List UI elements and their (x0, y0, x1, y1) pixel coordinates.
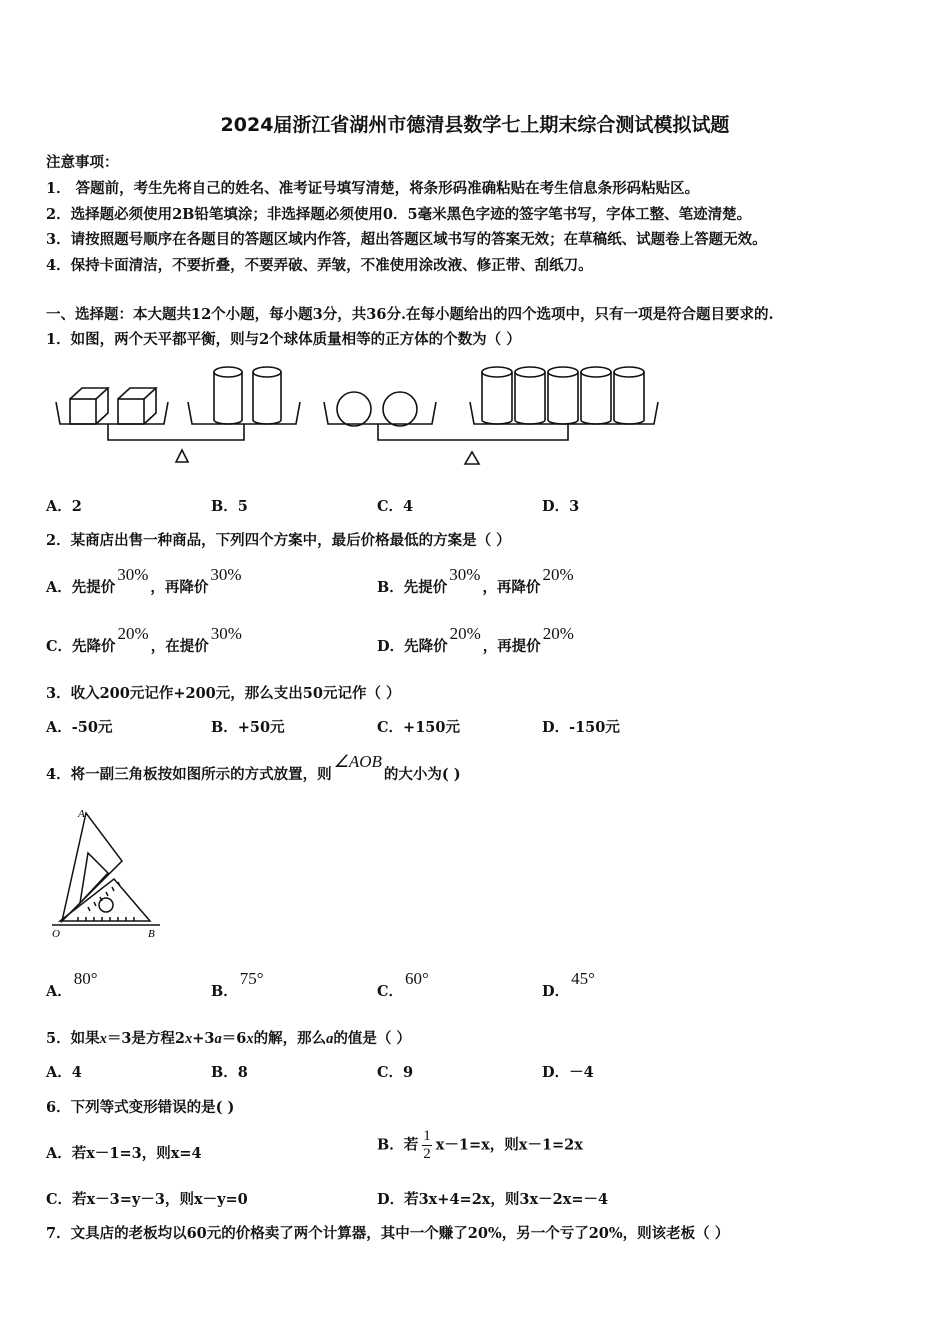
q5-var-x: x (246, 1031, 254, 1047)
q1-option-d[interactable]: D．3 (542, 498, 580, 515)
q4-a-label: A． (46, 983, 72, 1000)
notice-item: 4．保持卡面清洁，不要折叠，不要弄破、弄皱，不准使用涂改液、修正带、刮纸刀。 (46, 257, 593, 274)
figure-label-a: A (78, 808, 85, 820)
q5-text-2: ＝3是方程2 (106, 1030, 186, 1047)
question-7-stem: 7．文具店的老板均以60元的价格卖了两个计算器，其中一个赚了20%，另一个亏了20%，则该老板（ ） (46, 1225, 730, 1242)
q2-option-c[interactable] (46, 624, 244, 656)
q4-option-c[interactable] (377, 969, 431, 1001)
q3-option-a[interactable]: A．-50元 (46, 719, 113, 736)
q2-a-text-1: A．先提价 (46, 579, 116, 596)
q4-c-value: 60° (405, 969, 429, 988)
q5-text-6: 的值是（ ） (333, 1030, 411, 1047)
q1-option-a[interactable]: A．2 (46, 498, 82, 515)
q2-a-value-2: 30% (210, 565, 242, 584)
question-2-stem: 2．某商店出售一种商品，下列四个方案中，最后价格最低的方案是（ ） (46, 532, 511, 549)
q4-b-value: 75° (239, 969, 264, 988)
q5-var-x: x (185, 1031, 193, 1047)
q5-option-d[interactable]: D．－4 (542, 1064, 594, 1081)
q2-a-value-1: 30% (117, 565, 149, 584)
notice-item: 1． 答题前，考生先将自己的姓名、准考证号填写清楚，将条形码准确粘贴在考生信息条形码粘贴区。 (46, 180, 700, 197)
q6-option-c[interactable]: C．若x－3=y－3，则x－y=0 (46, 1191, 248, 1208)
q5-text-3: +3 (192, 1030, 215, 1047)
balance-figure-left (52, 362, 302, 472)
q2-option-a[interactable] (46, 565, 244, 597)
fraction-denominator: 2 (423, 1146, 431, 1162)
q2-b-value-2: 20% (542, 565, 574, 584)
page-title: 2024届浙江省湖州市德清县数学七上期末综合测试模拟试题 (220, 114, 730, 136)
q2-c-value-2: 30% (210, 624, 242, 643)
triangle-rulers-figure (50, 805, 170, 940)
q5-var-a: a (214, 1031, 222, 1047)
q6-b-text-2: x－1=x，则x－1=2x (435, 1136, 583, 1154)
question-1-stem: 1．如图，两个天平都平衡，则与2个球体质量相等的正方体的个数为（ ） (46, 331, 521, 348)
balance-figure-right (322, 362, 662, 472)
question-4-stem (46, 752, 461, 784)
q5-option-a[interactable]: A．4 (46, 1064, 82, 1081)
q5-text-5: 的解，那么 (253, 1030, 327, 1047)
q4-option-d[interactable] (542, 969, 597, 1001)
q3-option-b[interactable]: B．+50元 (211, 719, 285, 736)
q2-d-text-2: ，再提价 (482, 638, 541, 655)
question-6-stem: 6．下列等式变形错误的是( ) (46, 1099, 235, 1116)
q4-stem-text-2: 的大小为( ) (383, 766, 461, 783)
q2-option-d[interactable] (377, 624, 576, 656)
q5-option-b[interactable]: B．8 (211, 1064, 248, 1081)
q4-option-b[interactable] (211, 969, 266, 1001)
q3-option-c[interactable]: C．+150元 (377, 719, 460, 736)
q2-a-text-2: ，再降价 (150, 579, 209, 596)
q4-angle-symbol: ∠AOB (333, 752, 382, 771)
q2-b-value-1: 30% (449, 565, 481, 584)
notice-item: 3．请按照题号顺序在各题目的答题区域内作答，超出答题区域书写的答案无效；在草稿纸、试题卷上答题无效。 (46, 231, 767, 248)
q6-option-d[interactable]: D．若3x+4=2x，则3x－2x=－4 (377, 1191, 609, 1208)
q6-b-fraction (422, 1128, 432, 1163)
q5-var-a: a (326, 1031, 334, 1047)
q2-b-text-2: ，再降价 (482, 579, 541, 596)
q3-option-d[interactable]: D．-150元 (542, 719, 620, 736)
q5-var-x: x (99, 1031, 107, 1047)
question-5-stem (46, 1027, 411, 1048)
q4-option-a[interactable] (46, 969, 100, 1001)
q5-text-1: 5．如果 (46, 1030, 100, 1047)
q2-d-value-1: 20% (449, 624, 481, 643)
q6-option-a[interactable]: A．若x－1=3，则x=4 (46, 1145, 202, 1162)
q2-b-text-1: B．先提价 (377, 579, 448, 596)
q1-option-c[interactable]: C．4 (377, 498, 414, 515)
q2-d-text-1: D．先降价 (377, 638, 448, 655)
notice-item: 2．选择题必须使用2B铅笔填涂；非选择题必须使用0．5毫米黑色字迹的签字笔书写，字体工整、笔迹清楚。 (46, 206, 752, 223)
q6-option-b[interactable] (377, 1128, 583, 1163)
figure-label-b: B (148, 928, 155, 940)
q5-text-4: ＝6 (221, 1030, 247, 1047)
question-3-stem: 3．收入200元记作+200元，那么支出50元记作（ ） (46, 685, 401, 702)
q2-d-value-2: 20% (542, 624, 574, 643)
q4-a-value: 80° (73, 969, 98, 988)
q4-d-label: D． (542, 983, 570, 1000)
q2-c-text-1: C．先降价 (46, 638, 116, 655)
section-heading: 一、选择题：本大题共12个小题，每小题3分，共36分.在每小题给出的四个选项中，只有一项是符合题目要求的. (46, 306, 774, 323)
fraction-numerator: 1 (423, 1128, 431, 1144)
q6-b-text-1: B．若 (377, 1136, 419, 1154)
q4-b-label: B． (211, 983, 238, 1000)
notice-heading: 注意事项： (46, 154, 119, 171)
q4-stem-text-1: 4．将一副三角板按如图所示的方式放置，则 (46, 766, 332, 783)
q1-option-b[interactable]: B．5 (211, 498, 248, 515)
q2-c-text-2: ，在提价 (150, 638, 209, 655)
q4-c-label: C． (377, 983, 404, 1000)
figure-label-o: O (52, 928, 60, 940)
q5-option-c[interactable]: C．9 (377, 1064, 414, 1081)
q2-option-b[interactable] (377, 565, 576, 597)
q2-c-value-1: 20% (117, 624, 149, 643)
q4-d-value: 45° (571, 969, 595, 988)
